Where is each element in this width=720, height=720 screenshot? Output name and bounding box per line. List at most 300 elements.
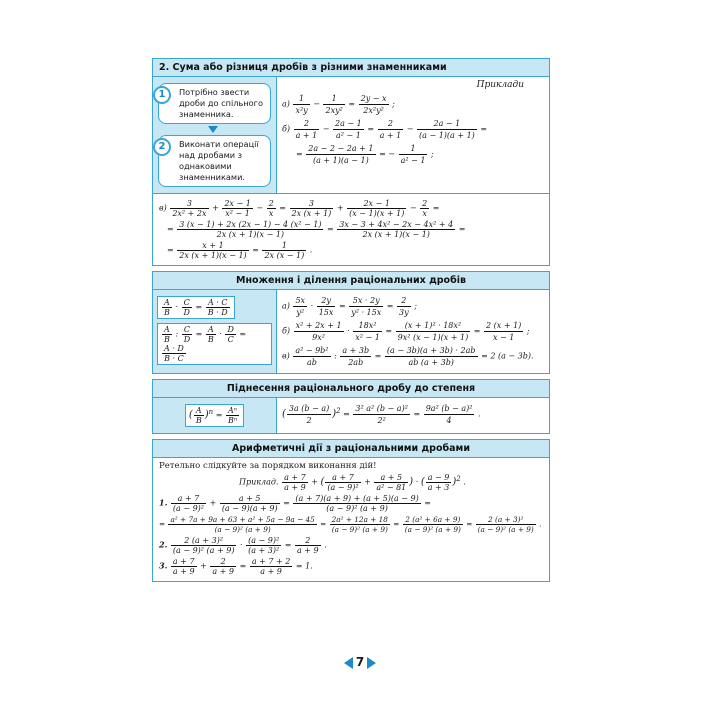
den: x²y <box>295 106 308 115</box>
den: D <box>183 335 191 344</box>
den: 2² <box>377 416 386 425</box>
den: a² − 1 <box>335 131 361 140</box>
example-a <box>282 295 544 318</box>
example-b <box>282 320 544 343</box>
fraction <box>317 295 336 318</box>
num: (a + 7)(a + 9) + (a + 5)(a − 9) <box>295 494 419 503</box>
den: 4 <box>446 416 452 425</box>
num: (a − 9)² <box>248 536 280 545</box>
den: a + 1 <box>379 131 402 140</box>
op: = 2 (a − 3b). <box>481 351 534 361</box>
paren: ) <box>332 408 337 420</box>
num: C <box>182 298 192 308</box>
den: y² <box>296 308 305 317</box>
op: − <box>322 124 330 134</box>
example-v <box>153 193 549 265</box>
step-1 <box>159 494 543 513</box>
label: Приклад. <box>239 477 279 487</box>
fraction <box>337 220 455 239</box>
fraction <box>294 118 320 141</box>
op: = <box>167 224 174 234</box>
den: a² − 81 <box>376 483 407 492</box>
num: 2 <box>422 199 428 208</box>
op: = <box>338 301 346 311</box>
examples <box>277 290 549 373</box>
example-statement <box>239 473 543 492</box>
num: 1 <box>293 93 309 105</box>
op: = <box>326 224 334 234</box>
num: 2a − 1 <box>417 118 477 130</box>
step-1 <box>158 83 271 124</box>
intro: Ретельно слідкуйте за порядком виконання дій! <box>159 461 377 471</box>
den: 2x (x + 1)(x − 1) <box>179 251 247 260</box>
den: B <box>195 416 202 425</box>
den: (a − 9)² (a + 9) <box>172 546 235 555</box>
example-v-line2 <box>167 220 543 239</box>
label: а) <box>282 301 290 311</box>
fraction <box>182 325 192 344</box>
den: x <box>268 209 274 218</box>
examples-label: Приклади <box>476 80 524 90</box>
step-3 <box>159 557 543 576</box>
op: = <box>159 519 166 529</box>
fraction <box>293 345 330 368</box>
num: 2y − x <box>360 94 387 103</box>
op: ; <box>392 99 395 109</box>
page-number <box>332 655 388 669</box>
den: 2x (x + 1)(x − 1) <box>362 230 430 239</box>
num: Aⁿ <box>226 406 239 416</box>
rule-multiply <box>157 296 235 319</box>
op: . <box>324 540 327 550</box>
den: (a − 9)² (a + 9) <box>477 525 534 534</box>
fraction <box>399 143 428 166</box>
num: 5x <box>295 296 306 305</box>
den: B <box>164 335 170 344</box>
fraction <box>295 536 321 555</box>
den: x² − 1 <box>355 333 380 342</box>
section-title: Множення і ділення раціональних дробів <box>153 272 549 290</box>
fraction <box>290 199 334 218</box>
den: x <box>422 209 427 218</box>
op: = 1. <box>295 561 313 571</box>
fraction <box>222 199 252 218</box>
fraction <box>359 93 389 116</box>
num: 3x − 3 + 4x² − 2x − 4x² + 4 <box>339 220 454 229</box>
fraction <box>397 295 411 318</box>
section-power <box>152 379 550 434</box>
step-text: Виконати операції над дробами з однаковими знаменниками. <box>179 139 259 182</box>
example-v-line3 <box>167 241 543 260</box>
op: . <box>478 409 481 419</box>
num: A <box>162 298 172 308</box>
num: 2 (a + 3)² <box>171 536 237 546</box>
op: = <box>284 540 292 550</box>
num: (a − 3b)(a + 3b) · 2ab <box>386 346 476 355</box>
op: = <box>386 301 394 311</box>
op: · <box>219 329 222 339</box>
op: = <box>473 326 481 336</box>
den: (a − 9)² (a + 9) <box>326 504 388 513</box>
exponent: 2 <box>336 406 341 415</box>
triangle-left-icon[interactable] <box>344 657 353 669</box>
op: + <box>311 477 318 487</box>
fraction <box>171 494 206 513</box>
op: = <box>239 561 247 571</box>
example-b <box>282 118 544 141</box>
op: − <box>409 203 417 213</box>
fraction <box>385 345 478 368</box>
den: a + 9 <box>284 483 306 492</box>
op: = <box>385 326 393 336</box>
fraction <box>424 403 475 426</box>
section-title <box>153 59 549 77</box>
den: y² · 15x <box>351 308 382 317</box>
num: 3 <box>290 199 334 209</box>
fraction <box>396 320 471 343</box>
num: a + 7 <box>172 557 195 566</box>
rule-power <box>185 404 244 427</box>
fraction <box>306 143 375 166</box>
op: ; <box>526 326 530 336</box>
op: = <box>195 302 203 312</box>
num: a − 9 <box>427 473 450 482</box>
num: 1 <box>262 241 306 251</box>
op: = <box>348 99 356 109</box>
op: = <box>466 519 473 529</box>
step-2 <box>158 135 271 187</box>
num: A <box>194 406 204 416</box>
fraction <box>177 241 248 260</box>
den: (x − 1)(x + 1) <box>349 209 405 218</box>
fraction <box>182 298 192 317</box>
paren: ) <box>452 476 457 488</box>
op: = <box>432 203 440 213</box>
label: б) <box>282 326 291 336</box>
den: B <box>207 335 214 344</box>
op: = <box>167 245 174 255</box>
fraction <box>171 536 237 555</box>
op: = <box>279 203 286 213</box>
den: B · C <box>164 354 184 363</box>
fraction <box>340 345 371 368</box>
num: C <box>182 325 192 335</box>
den: a + 3 <box>427 483 450 492</box>
op: · <box>239 540 243 550</box>
op: · <box>415 477 419 487</box>
paren: ( <box>188 409 193 421</box>
fraction <box>349 295 383 318</box>
den: (a − 9)² (a + 9) <box>214 525 271 534</box>
num: 2 <box>397 295 411 307</box>
op: = <box>374 351 382 361</box>
fraction <box>250 557 293 576</box>
den: 15x <box>318 308 334 317</box>
den: (a − 9)² <box>172 504 205 513</box>
num: 2a − 2 − 2a + 1 <box>308 144 374 153</box>
fraction <box>194 406 204 425</box>
num: a + 5 <box>220 494 280 504</box>
section-title: Арифметичні дії з раціональними дробами <box>153 440 549 458</box>
num: x² + 2x + 1 <box>295 321 342 330</box>
paren: ( <box>420 476 425 488</box>
op: = − <box>379 149 396 159</box>
num: a + 7 <box>325 473 360 483</box>
fraction <box>162 325 172 344</box>
section-arithmetic <box>152 439 550 582</box>
den: a + 9 <box>296 546 319 555</box>
op: + <box>212 203 219 213</box>
arrow-down-icon <box>208 126 218 133</box>
den: 2ab <box>348 358 364 367</box>
num: A · D <box>164 344 184 353</box>
label: в) <box>282 351 290 361</box>
num: a² + 7a + 9a + 63 + a² + 5a − 9a − 45 <box>170 515 315 524</box>
num: a² − 9b² <box>295 346 329 355</box>
den: a + 9 <box>260 567 282 576</box>
op: − <box>313 99 320 109</box>
num: 3 (x − 1) + 2x (2x − 1) − 4 (x² − 1) <box>179 220 322 229</box>
den: 2x (x − 1) <box>264 251 305 260</box>
op: . <box>309 245 313 255</box>
op: = <box>296 149 303 159</box>
op: + <box>200 561 207 571</box>
fraction <box>325 473 360 492</box>
op: + <box>364 477 371 487</box>
rule <box>153 398 277 433</box>
den: a + 9 <box>212 567 235 576</box>
fraction <box>225 325 235 344</box>
den: 2x (x + 1) <box>291 209 332 218</box>
fraction <box>246 536 281 555</box>
op: . <box>463 477 466 487</box>
fraction <box>484 320 523 343</box>
num: 3 <box>170 199 208 209</box>
den: (a + 3)² <box>248 546 280 555</box>
rules <box>153 290 277 373</box>
rules-and-examples <box>153 290 549 373</box>
num: x + 1 <box>177 241 248 251</box>
section-multiply-divide <box>152 271 550 374</box>
label: 2. <box>159 539 168 550</box>
den: Bⁿ <box>227 416 238 425</box>
op: = <box>252 245 259 255</box>
fraction <box>476 515 536 534</box>
triangle-right-icon[interactable] <box>367 657 376 669</box>
den: B <box>164 308 170 317</box>
den: a + 1 <box>295 131 318 140</box>
rule-and-examples <box>153 77 549 193</box>
op: : <box>334 351 337 361</box>
fraction <box>287 403 331 426</box>
num: 1 <box>399 143 428 155</box>
fraction <box>294 320 344 343</box>
den: 2x²y² <box>363 106 384 115</box>
op: − <box>406 124 414 134</box>
rule-steps <box>153 77 277 193</box>
paren: ( <box>282 408 286 420</box>
op: + <box>209 498 217 508</box>
paren: ) <box>204 409 209 421</box>
fraction <box>282 473 308 492</box>
fraction <box>403 515 463 534</box>
fraction <box>330 515 390 534</box>
num: 2 <box>295 536 321 546</box>
op: = <box>458 224 466 234</box>
den: 9x² (x − 1)(x + 1) <box>397 333 469 342</box>
num: a + 7 <box>171 494 206 504</box>
fraction <box>426 473 452 492</box>
arithmetic-body <box>153 458 549 581</box>
op: ; <box>430 149 434 159</box>
den: C <box>227 335 234 344</box>
fraction <box>210 557 236 576</box>
op: · <box>175 302 178 312</box>
section-title: Піднесення раціонального дробу до степеня <box>153 380 549 398</box>
fraction <box>206 325 216 344</box>
fraction <box>353 403 410 426</box>
num: A · C <box>206 298 230 308</box>
num: a + 7 <box>284 473 306 482</box>
den: (a − 9)² <box>327 483 359 492</box>
fraction <box>374 473 408 492</box>
fraction <box>267 199 276 218</box>
num: A <box>162 325 172 335</box>
fraction <box>293 494 420 513</box>
fraction <box>162 344 186 363</box>
exponent: 2 <box>456 474 461 483</box>
examples <box>277 77 549 193</box>
op: = <box>393 519 400 529</box>
label: а) <box>282 99 290 109</box>
num: a + 7 + 2 <box>251 557 291 566</box>
op: = <box>413 409 421 419</box>
page-content <box>152 58 550 587</box>
num: 2y <box>317 295 336 307</box>
fraction <box>293 93 309 116</box>
num: 3² a² (b − a)² <box>355 404 408 413</box>
rule-divide <box>157 323 272 365</box>
step-number: 2 <box>153 138 171 156</box>
op: = <box>239 329 247 339</box>
fraction <box>168 515 316 534</box>
fraction <box>170 199 208 218</box>
label: 1. <box>159 497 168 508</box>
op: . <box>539 519 542 529</box>
num: 2a² + 12a + 18 <box>331 515 388 524</box>
op: = <box>320 519 327 529</box>
den: D <box>183 308 190 317</box>
den: a + 9 <box>172 567 195 576</box>
den: 2xy² <box>325 106 343 115</box>
den: x² − 1 <box>225 209 250 218</box>
page-number-text: 7 <box>355 655 365 669</box>
den: (a − 1)(a + 1) <box>419 131 475 140</box>
num: 9a² (b − a)² <box>425 404 473 413</box>
num: 2 (a + 3)² <box>476 515 536 525</box>
fraction <box>378 118 404 141</box>
num: 18x² <box>353 320 382 332</box>
num: 2 <box>294 118 320 130</box>
fraction <box>293 295 307 318</box>
den: 2 <box>306 416 312 425</box>
op: : <box>175 329 179 339</box>
op: = <box>195 329 203 339</box>
fraction <box>220 494 280 513</box>
den: (a − 9)² (a + 9) <box>404 525 461 534</box>
den: x − 1 <box>492 333 515 342</box>
den: 2x (x + 1)(x − 1) <box>216 230 285 239</box>
fraction <box>417 118 477 141</box>
fraction <box>333 118 364 141</box>
example-v <box>282 345 544 368</box>
paren: ) <box>409 476 414 488</box>
op: − <box>256 203 264 213</box>
step-2 <box>159 536 543 555</box>
op: ; <box>414 301 417 311</box>
num: A <box>206 325 216 335</box>
num: 2 <box>268 199 274 208</box>
fraction <box>177 220 323 239</box>
title-part: знаменниками <box>363 62 447 73</box>
title-emphasis: різними <box>320 62 364 73</box>
fraction <box>323 93 344 116</box>
num: a + 3b <box>342 346 370 355</box>
num: 2 (x + 1) <box>486 321 522 330</box>
den: ab (a + 3b) <box>408 358 454 367</box>
fraction <box>353 320 382 343</box>
fraction <box>162 298 172 317</box>
paren: ( <box>320 476 325 488</box>
num: 2 (a² + 6a + 9) <box>403 515 463 525</box>
den: (a + 1)(a − 1) <box>312 156 369 165</box>
fraction <box>262 241 306 260</box>
op: = <box>367 124 375 134</box>
num: 2x − 1 <box>224 199 251 208</box>
num: 5x · 2y <box>349 295 383 307</box>
op: = <box>343 409 350 419</box>
example-b-cont <box>296 143 544 166</box>
op: = <box>480 124 488 134</box>
den: 9x² <box>312 333 325 342</box>
den: ab <box>306 358 317 367</box>
fraction <box>226 406 239 425</box>
num: 2 <box>378 118 404 130</box>
step-1-cont <box>159 515 543 534</box>
step-text: Потрібно звести дроби до спільного знаменника. <box>179 87 263 119</box>
example <box>277 398 549 433</box>
op: + <box>336 203 344 213</box>
example-power <box>282 403 544 426</box>
num: D <box>227 325 234 334</box>
label: в) <box>159 203 167 213</box>
op: = <box>424 498 431 508</box>
num: 2x − 1 <box>347 199 406 209</box>
exponent: n <box>208 407 214 416</box>
den: (a − 9)² (a + 9) <box>331 525 388 534</box>
num: 3a (b − a) <box>288 404 330 413</box>
op: · <box>310 301 314 311</box>
den: a² − 1 <box>400 156 426 165</box>
den: 3y <box>399 308 409 317</box>
step-number: 1 <box>153 86 171 104</box>
label: б) <box>282 124 291 134</box>
op: = <box>283 498 290 508</box>
title-part: 2. Сума або різниця дробів з <box>159 62 321 73</box>
num: 2 <box>210 557 236 567</box>
section-sum-difference <box>152 58 550 266</box>
fraction <box>347 199 406 218</box>
